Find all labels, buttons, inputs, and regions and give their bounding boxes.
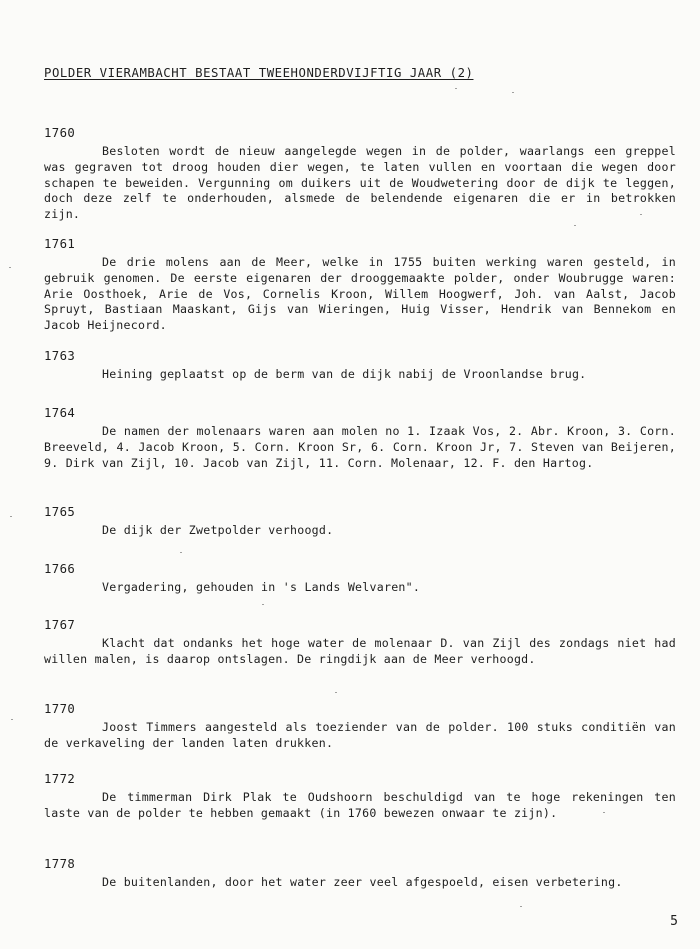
entry-text: Joost Timmers aangesteld als toeziender van de polder. 100 stuks conditiën van de verkaveling der landen laten drukken. <box>44 720 676 750</box>
scan-speck <box>9 267 11 268</box>
scan-speck <box>11 719 13 720</box>
entry-year: 1772 <box>44 772 76 786</box>
scan-speck <box>603 812 605 813</box>
scan-speck <box>180 552 182 553</box>
document-title: POLDER VIERAMBACHT BESTAAT TWEEHONDERDVIJFTIG JAAR (2) <box>44 66 474 80</box>
scan-speck <box>520 906 522 907</box>
scan-speck <box>335 692 337 693</box>
scan-speck <box>512 92 514 93</box>
entry-year: 1763 <box>44 349 76 363</box>
entry-text: De namen der molenaars waren aan molen no 1. Izaak Vos, 2. Abr. Kroon, 3. Corn. Breeveld, 4. Jacob Kroon, 5. Corn. Kroon Sr, 6. Corn. Kroon Jr, 7. Steven van Beijeren, 9. Dirk van Zijl, 10. Jacob van Zijl, 11. Corn. Molenaar, 12. F. den Hartog. <box>44 424 676 470</box>
scan-speck <box>640 214 642 215</box>
entry-year: 1767 <box>44 618 76 632</box>
entry-text: De timmerman Dirk Plak te Oudshoorn beschuldigd van te hoge rekeningen ten laste van de polder te hebben gemaakt (in 1760 bewezen onwaar te zijn). <box>44 790 676 820</box>
page-number: 5 <box>670 914 678 929</box>
entry-text: Besloten wordt de nieuw aangelegde wegen in de polder, waarlangs een greppel was gegraven tot droog houden dier wegen, te laten vullen en voortaan die wegen door schapen te beweiden. Vergunning om duikers uit de Woudwetering door de dijk te leggen, doch deze zelf te onderhouden, alsmede de belendende eigenaren die er in betrokken zijn. <box>44 144 676 222</box>
entry-text: Heining geplaatst op de berm van de dijk nabij de Vroonlandse brug. <box>102 367 587 381</box>
scan-speck <box>10 516 12 517</box>
scan-speck <box>262 604 264 605</box>
entry-year: 1770 <box>44 702 76 716</box>
entry-year: 1765 <box>44 505 76 519</box>
entry-year: 1760 <box>44 126 76 140</box>
entry-text: Vergadering, gehouden in 's Lands Welvaren". <box>102 580 421 594</box>
entry-text: Klacht dat ondanks het hoge water de molenaar D. van Zijl des zondags niet had willen malen, is daarop ontslagen. De ringdijk aan de Meer verhoogd. <box>44 636 676 666</box>
entry-year: 1778 <box>44 857 76 871</box>
entry-text: De buitenlanden, door het water zeer veel afgespoeld, eisen verbetering. <box>102 875 623 889</box>
entry-text: De dijk der Zwetpolder verhoogd. <box>102 523 334 537</box>
scan-speck <box>574 225 576 226</box>
scan-speck <box>455 88 457 89</box>
entry-year: 1761 <box>44 237 76 251</box>
entry-year: 1766 <box>44 562 76 576</box>
entry-text: De drie molens aan de Meer, welke in 1755 buiten werking waren gesteld, in gebruik genomen. De eerste eigenaren der drooggemaakte polder, onder Woubrugge waren: Arie Oosthoek, Arie de Vos, Cornelis Kroon, Willem Hoogwerf, Joh. van Aalst, Jacob Spruyt, Bastiaan Maaskant, Gijs van Wieringen, Huig Visser, Hendrik van Bennekom en Jacob Heijnecord. <box>44 255 676 333</box>
entry-year: 1764 <box>44 406 76 420</box>
